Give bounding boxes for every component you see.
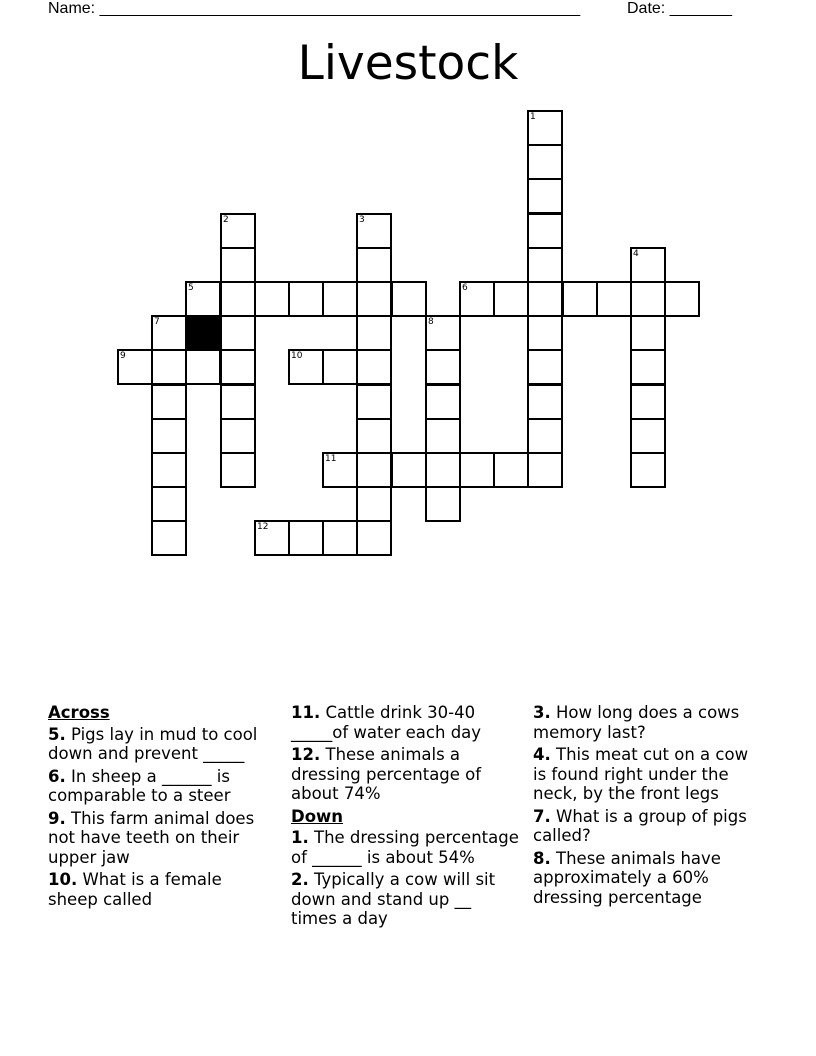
- clue-across-6: [48, 767, 263, 806]
- grid-cell[interactable]: [425, 384, 461, 420]
- grid-cell[interactable]: [630, 384, 666, 420]
- grid-cell[interactable]: [527, 247, 563, 283]
- grid-cell[interactable]: [562, 281, 598, 317]
- clue-down-1: [291, 828, 521, 867]
- grid-cell[interactable]: [391, 452, 427, 488]
- clue-number-label: 9: [120, 351, 126, 361]
- across-heading: Across: [48, 703, 110, 722]
- grid-cell[interactable]: [322, 349, 358, 385]
- clue-number-label: 11: [325, 454, 337, 464]
- clue-number: 8.: [533, 848, 551, 868]
- grid-cell[interactable]: [493, 452, 529, 488]
- grid-cell[interactable]: [425, 452, 461, 488]
- grid-cell[interactable]: [630, 349, 666, 385]
- grid-cell[interactable]: [459, 281, 495, 317]
- clue-down-2: [291, 870, 521, 929]
- clue-number: 10.: [48, 870, 78, 889]
- grid-cell[interactable]: [425, 418, 461, 454]
- grid-cell[interactable]: [527, 384, 563, 420]
- grid-cell[interactable]: [220, 349, 256, 385]
- clue-text: These animals a dressing percentage of about 74%: [291, 745, 482, 803]
- grid-cell[interactable]: [527, 418, 563, 454]
- clue-text: This meat cut on a cow is found right under the neck, by the front legs: [533, 745, 749, 803]
- grid-cell[interactable]: [356, 213, 392, 249]
- grid-cell[interactable]: [220, 418, 256, 454]
- grid-cell[interactable]: [151, 520, 187, 556]
- clue-number-label: 7: [154, 317, 160, 327]
- clue-text: In sheep a ______ is comparable to a steer: [48, 766, 231, 805]
- grid-cell[interactable]: [254, 281, 290, 317]
- clues-column-2: [291, 703, 521, 932]
- clue-number: 12.: [291, 745, 321, 764]
- grid-cell[interactable]: [117, 349, 153, 385]
- grid-cell[interactable]: [391, 281, 427, 317]
- grid-cell[interactable]: [493, 281, 529, 317]
- grid-cell[interactable]: [527, 281, 563, 317]
- clue-text: How long does a cows memory last?: [533, 703, 740, 742]
- clue-text: Pigs lay in mud to cool down and prevent _____: [48, 724, 258, 763]
- clue-down-3: [533, 703, 758, 742]
- grid-cell[interactable]: [527, 144, 563, 180]
- clue-across-12: [291, 745, 521, 804]
- clue-number: 1.: [291, 828, 309, 847]
- grid-cell[interactable]: [254, 520, 290, 556]
- grid-cell[interactable]: [356, 315, 392, 351]
- grid-cell[interactable]: [356, 486, 392, 522]
- grid-cell[interactable]: [596, 281, 632, 317]
- grid-cell[interactable]: [322, 281, 358, 317]
- grid-cell[interactable]: [630, 281, 666, 317]
- clue-number: 9.: [48, 808, 66, 828]
- grid-cell[interactable]: [425, 486, 461, 522]
- clue-number: 4.: [533, 745, 551, 764]
- grid-cell[interactable]: [630, 315, 666, 351]
- grid-cell[interactable]: [220, 247, 256, 283]
- clue-across-11: [291, 703, 521, 742]
- grid-cell[interactable]: [151, 349, 187, 385]
- grid-cell[interactable]: [459, 452, 495, 488]
- grid-cell[interactable]: [185, 281, 221, 317]
- grid-cell[interactable]: [425, 315, 461, 351]
- grid-cell[interactable]: [151, 452, 187, 488]
- clue-text: Typically a cow will sit down and stand up __ times a day: [291, 870, 496, 928]
- puzzle-title: Livestock: [297, 36, 519, 91]
- clue-number-label: 6: [462, 283, 468, 293]
- grid-cell[interactable]: [527, 178, 563, 214]
- clue-number-label: 5: [188, 283, 194, 293]
- clue-number: 7.: [533, 806, 551, 826]
- clue-text: These animals have approximately a 60% dressing percentage: [533, 848, 721, 907]
- grid-cell[interactable]: [527, 349, 563, 385]
- clue-number-label: 8: [428, 317, 434, 327]
- grid-cell[interactable]: [527, 452, 563, 488]
- clue-text: Cattle drink 30-40 _____of water each day: [291, 703, 482, 742]
- grid-cell[interactable]: [356, 520, 392, 556]
- grid-cell[interactable]: [527, 315, 563, 351]
- date-field-label: Date: _______: [627, 0, 732, 17]
- clue-down-8: [533, 849, 758, 908]
- grid-cell[interactable]: [151, 315, 187, 351]
- grid-cell[interactable]: [288, 281, 324, 317]
- clue-across-9: [48, 809, 263, 868]
- grid-cell[interactable]: [630, 247, 666, 283]
- grid-cell[interactable]: [356, 281, 392, 317]
- clue-number-label: 4: [633, 249, 639, 259]
- grid-cell[interactable]: [151, 384, 187, 420]
- grid-cell[interactable]: [527, 213, 563, 249]
- clue-text: What is a female sheep called: [48, 870, 222, 909]
- grid-cell[interactable]: [356, 418, 392, 454]
- grid-cell[interactable]: [220, 452, 256, 488]
- grid-cell[interactable]: [220, 315, 256, 351]
- clue-down-7: [533, 807, 758, 846]
- grid-cell[interactable]: [288, 349, 324, 385]
- clue-down-4: [533, 745, 758, 804]
- grid-cell[interactable]: [356, 452, 392, 488]
- grid-cell[interactable]: [151, 418, 187, 454]
- down-heading: Down: [291, 806, 344, 826]
- grid-cell[interactable]: [664, 281, 700, 317]
- clue-number-label: 3: [359, 215, 365, 225]
- grid-cell[interactable]: [322, 520, 358, 556]
- clue-number: 11.: [291, 703, 321, 722]
- grid-cell[interactable]: [356, 384, 392, 420]
- grid-cell[interactable]: [288, 520, 324, 556]
- clue-number-label: 2: [223, 215, 229, 225]
- grid-cell[interactable]: [630, 418, 666, 454]
- clue-across-10: [48, 870, 263, 909]
- clues-column-1: [48, 703, 263, 912]
- clue-number: 6.: [48, 766, 66, 786]
- grid-cell[interactable]: [220, 213, 256, 249]
- grid-cell[interactable]: [356, 349, 392, 385]
- grid-cell[interactable]: [220, 384, 256, 420]
- clue-number: 2.: [291, 870, 309, 889]
- name-field-label: Name: ______________________________________________________: [48, 0, 581, 17]
- grid-cell[interactable]: [356, 247, 392, 283]
- grid-cell[interactable]: [630, 452, 666, 488]
- clue-text: The dressing percentage of ______ is about 54%: [291, 828, 519, 867]
- clue-across-5: [48, 725, 263, 764]
- clues-column-3: [533, 703, 758, 910]
- clue-text: What is a group of pigs called?: [533, 806, 747, 845]
- clue-number-label: 10: [291, 351, 303, 361]
- clue-number-label: 1: [530, 112, 536, 122]
- grid-cell[interactable]: [185, 349, 221, 385]
- grid-cell[interactable]: [425, 349, 461, 385]
- black-cell: [185, 315, 221, 351]
- clue-number-label: 12: [257, 522, 269, 532]
- grid-cell[interactable]: [527, 110, 563, 146]
- grid-cell[interactable]: [322, 452, 358, 488]
- clue-number: 3.: [533, 703, 551, 722]
- clue-number: 5.: [48, 724, 66, 744]
- grid-cell[interactable]: [151, 486, 187, 522]
- clue-text: This farm animal does not have teeth on their upper jaw: [48, 808, 255, 867]
- grid-cell[interactable]: [220, 281, 256, 317]
